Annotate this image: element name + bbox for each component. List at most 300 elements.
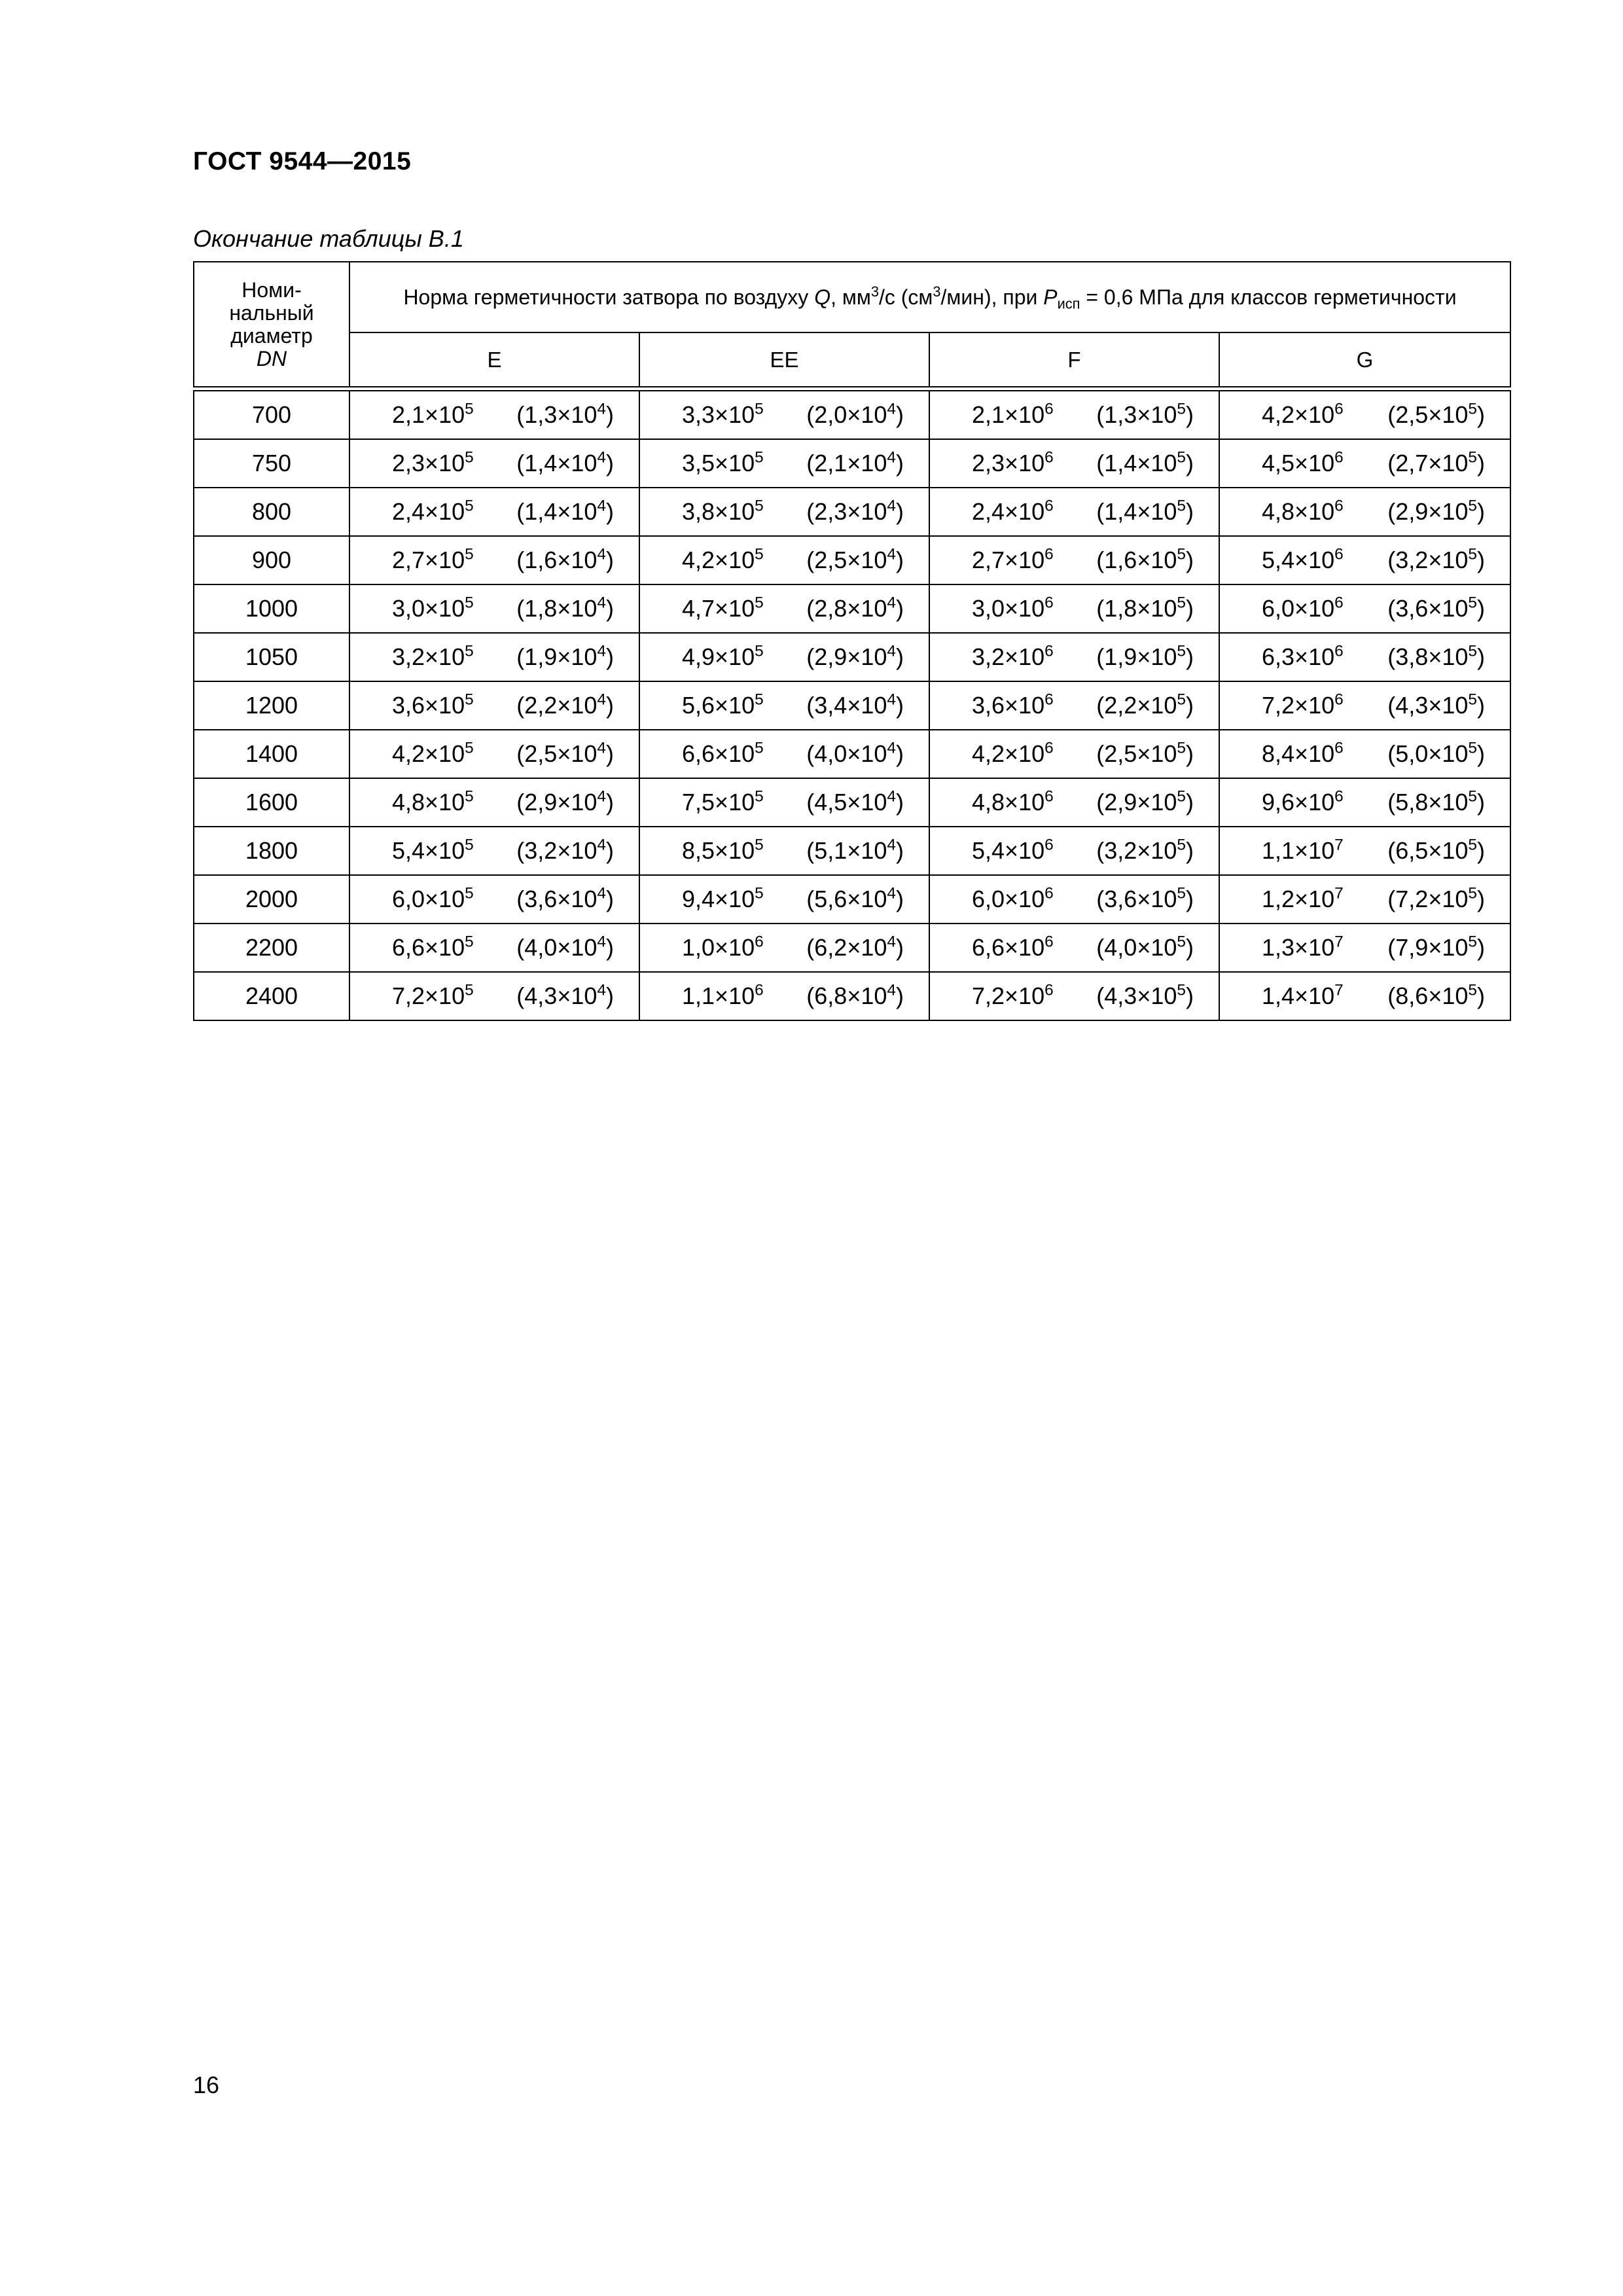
- value-cell: [1219, 681, 1510, 730]
- value-cell: [1219, 488, 1510, 536]
- value-alt-exponent: 4: [597, 545, 606, 564]
- value-alt-exponent: 4: [887, 933, 896, 951]
- value-alt: $(3,2\times 10^4)$: [516, 836, 614, 864]
- value-cell: [349, 488, 639, 536]
- value-alt: $(2,1\times 10^4)$: [806, 448, 904, 476]
- value-alt: $(2,5\times 10^4)$: [806, 545, 904, 573]
- value-pair: [1220, 643, 1510, 671]
- value-alt-exponent: 5: [1177, 400, 1186, 418]
- value-alt: $(4,0\times 10^4)$: [806, 739, 904, 767]
- value-cell: [1219, 536, 1510, 584]
- value-primary-exponent: 5: [465, 497, 474, 515]
- value-alt-exponent: 4: [597, 497, 606, 515]
- value-cell: [929, 681, 1219, 730]
- value-pair: [350, 692, 639, 719]
- value-pair: [1220, 740, 1510, 768]
- value-cell: [639, 584, 929, 633]
- value-pair: [350, 837, 639, 865]
- value-alt-mantissa: (2,8×10: [806, 595, 887, 622]
- value-pair: [640, 837, 929, 865]
- value-pair: [1220, 498, 1510, 526]
- value-cell: [1219, 633, 1510, 681]
- value-cell: [929, 584, 1219, 633]
- table-row: [194, 681, 1510, 730]
- value-primary-mantissa: 3,3×10: [682, 401, 755, 428]
- leakage-norm-header: [349, 262, 1510, 332]
- value-primary: [972, 837, 1054, 865]
- value-cell: [1219, 391, 1510, 439]
- value-alt-mantissa: (2,0×10: [806, 401, 887, 428]
- value-primary-mantissa: 6,6×10: [682, 740, 755, 767]
- value-primary-exponent: 7: [1334, 981, 1344, 999]
- value-primary-exponent: 6: [1044, 545, 1054, 564]
- value-alt: $(1,6\times 10^5)$: [1096, 545, 1194, 573]
- value-pair: [640, 643, 929, 671]
- main-header-sup1: 3: [870, 283, 879, 300]
- value-alt-mantissa: (2,5×10: [1096, 740, 1177, 767]
- value-cell: [349, 827, 639, 875]
- value-alt: $(1,9\times 10^5)$: [1096, 642, 1194, 670]
- value-cell: [349, 730, 639, 778]
- value-alt-exponent: 4: [887, 884, 896, 903]
- value-primary: [682, 789, 764, 816]
- value-pair: [1220, 934, 1510, 961]
- value-alt: $(7,2\times 10^5)$: [1387, 884, 1485, 912]
- value-cell: [1219, 730, 1510, 778]
- value-alt-mantissa: (5,6×10: [806, 886, 887, 912]
- value-cell: [349, 584, 639, 633]
- value-primary-exponent: 6: [1044, 400, 1054, 418]
- value-primary-mantissa: 4,8×10: [972, 789, 1045, 816]
- leakage-rate-table: [193, 261, 1511, 1021]
- value-pair: [930, 789, 1219, 816]
- value-primary-exponent: 6: [1044, 739, 1054, 757]
- value-primary-mantissa: 9,4×10: [682, 886, 755, 912]
- value-pair: [930, 450, 1219, 477]
- value-alt-exponent: 5: [1177, 981, 1186, 999]
- value-alt: $(2,5\times 10^5)$: [1387, 400, 1485, 428]
- value-alt-exponent: 4: [597, 981, 606, 999]
- value-alt-exponent: 5: [1468, 448, 1477, 467]
- value-primary-exponent: 7: [1334, 884, 1344, 903]
- value-alt: $(6,5\times 10^5)$: [1387, 836, 1485, 864]
- value-alt: $(2,8\times 10^4)$: [806, 594, 904, 622]
- value-alt: $(4,3\times 10^5)$: [1096, 981, 1194, 1009]
- value-primary: [392, 982, 474, 1010]
- value-primary-mantissa: 6,0×10: [392, 886, 465, 912]
- value-pair: [930, 837, 1219, 865]
- value-alt: $(2,7\times 10^5)$: [1387, 448, 1485, 476]
- value-alt-mantissa: (2,3×10: [806, 498, 887, 525]
- value-primary-mantissa: 7,5×10: [682, 789, 755, 816]
- value-pair: [640, 595, 929, 622]
- value-alt: $(1,4\times 10^5)$: [1096, 448, 1194, 476]
- value-pair: [350, 789, 639, 816]
- value-primary-mantissa: 6,0×10: [972, 886, 1045, 912]
- value-primary-exponent: 6: [1044, 836, 1054, 854]
- value-alt-exponent: 5: [1177, 642, 1186, 660]
- value-primary-mantissa: 1,4×10: [1262, 982, 1335, 1009]
- value-cell: [1219, 875, 1510, 924]
- value-alt: $(1,8\times 10^5)$: [1096, 594, 1194, 622]
- dn-cell: 1000: [194, 584, 349, 633]
- value-pair: [640, 886, 929, 913]
- value-primary: [392, 837, 474, 865]
- value-primary-exponent: 6: [755, 933, 764, 951]
- value-alt-exponent: 4: [597, 400, 606, 418]
- value-alt: $(7,9\times 10^5)$: [1387, 933, 1485, 961]
- value-primary-mantissa: 4,8×10: [392, 789, 465, 816]
- value-alt-mantissa: (4,3×10: [516, 982, 597, 1009]
- value-alt-exponent: 5: [1468, 933, 1477, 951]
- value-alt: $(5,1\times 10^4)$: [806, 836, 904, 864]
- value-alt: $(1,3\times 10^5)$: [1096, 400, 1194, 428]
- value-primary-mantissa: 5,4×10: [392, 837, 465, 864]
- value-alt-mantissa: (3,6×10: [1096, 886, 1177, 912]
- value-primary-mantissa: 5,4×10: [1262, 547, 1335, 573]
- dn-cell: 800: [194, 488, 349, 536]
- value-cell: [349, 924, 639, 972]
- value-primary-mantissa: 2,4×10: [972, 498, 1045, 525]
- value-primary-exponent: 5: [465, 642, 474, 660]
- value-primary: [1262, 886, 1344, 913]
- value-primary-mantissa: 2,7×10: [972, 547, 1045, 573]
- value-primary-mantissa: 1,3×10: [1262, 934, 1335, 961]
- value-primary-mantissa: 6,6×10: [972, 934, 1045, 961]
- value-primary-mantissa: 8,5×10: [682, 837, 755, 864]
- value-alt-exponent: 4: [597, 691, 606, 709]
- value-alt: $(8,6\times 10^5)$: [1387, 981, 1485, 1009]
- main-header-part5: = 0,6 МПа для классов герметичности: [1080, 285, 1457, 309]
- value-primary-exponent: 6: [1334, 787, 1344, 806]
- value-cell: [1219, 439, 1510, 488]
- value-alt-exponent: 5: [1468, 836, 1477, 854]
- value-pair: [1220, 401, 1510, 429]
- value-pair: [640, 982, 929, 1010]
- value-primary: [682, 450, 764, 477]
- dn-header-line2: нальный: [229, 300, 314, 325]
- value-primary-exponent: 5: [465, 594, 474, 612]
- value-primary-mantissa: 2,3×10: [972, 450, 1045, 476]
- dn-cell: 1050: [194, 633, 349, 681]
- value-cell: [929, 875, 1219, 924]
- value-primary-mantissa: 5,4×10: [972, 837, 1045, 864]
- value-alt-exponent: 5: [1177, 836, 1186, 854]
- value-alt-mantissa: (4,3×10: [1387, 692, 1469, 719]
- value-pair: [1220, 692, 1510, 719]
- table-row: [194, 730, 1510, 778]
- document-header: ГОСТ 9544—2015: [193, 147, 412, 175]
- value-pair: [640, 401, 929, 429]
- value-alt-mantissa: (5,8×10: [1387, 789, 1469, 816]
- value-alt-mantissa: (1,4×10: [516, 498, 597, 525]
- dn-cell: 2400: [194, 972, 349, 1020]
- value-primary-exponent: 6: [1044, 884, 1054, 903]
- value-primary: [392, 547, 474, 574]
- value-cell: [639, 778, 929, 827]
- value-pair: [640, 692, 929, 719]
- value-alt-mantissa: (4,0×10: [516, 934, 597, 961]
- value-pair: [350, 595, 639, 622]
- value-primary: [1262, 643, 1344, 671]
- value-pair: [1220, 982, 1510, 1010]
- value-primary: [392, 692, 474, 719]
- value-alt: $(6,2\times 10^4)$: [806, 933, 904, 961]
- value-alt-exponent: 4: [597, 642, 606, 660]
- value-alt-mantissa: (2,5×10: [516, 740, 597, 767]
- value-alt-mantissa: (2,2×10: [516, 692, 597, 719]
- value-primary-exponent: 7: [1334, 933, 1344, 951]
- value-alt-mantissa: (8,6×10: [1387, 982, 1469, 1009]
- value-cell: [1219, 584, 1510, 633]
- main-header-part1: Норма герметичности затвора по воздуху: [403, 285, 815, 309]
- value-alt-mantissa: (5,1×10: [806, 837, 887, 864]
- value-alt-exponent: 5: [1177, 739, 1186, 757]
- value-cell: [929, 972, 1219, 1020]
- value-primary-mantissa: 4,2×10: [1262, 401, 1335, 428]
- value-primary-mantissa: 1,2×10: [1262, 886, 1335, 912]
- value-pair: [930, 547, 1219, 574]
- main-header-part3: /с (см: [878, 285, 933, 309]
- value-primary-exponent: 5: [465, 933, 474, 951]
- table-row: [194, 488, 1510, 536]
- value-primary: [1262, 595, 1344, 622]
- value-alt: $(2,9\times 10^5)$: [1096, 787, 1194, 816]
- p-symbol: P: [1043, 285, 1058, 309]
- value-pair: [350, 498, 639, 526]
- value-primary: [1262, 934, 1344, 961]
- value-primary: [1262, 837, 1344, 865]
- value-primary: [682, 886, 764, 913]
- value-primary-mantissa: 3,0×10: [392, 595, 465, 622]
- value-cell: [639, 924, 929, 972]
- table-row: [194, 778, 1510, 827]
- value-pair: [350, 740, 639, 768]
- value-alt-exponent: 5: [1468, 400, 1477, 418]
- value-alt-mantissa: (1,8×10: [1096, 595, 1177, 622]
- value-primary-mantissa: 4,5×10: [1262, 450, 1335, 476]
- value-alt-exponent: 4: [887, 981, 896, 999]
- value-alt-mantissa: (1,3×10: [1096, 401, 1177, 428]
- value-primary: [392, 595, 474, 622]
- value-primary-exponent: 5: [755, 400, 764, 418]
- value-alt: $(3,6\times 10^5)$: [1096, 884, 1194, 912]
- value-primary-mantissa: 4,7×10: [682, 595, 755, 622]
- value-primary-exponent: 6: [1334, 739, 1344, 757]
- value-primary-mantissa: 4,2×10: [682, 547, 755, 573]
- value-primary-exponent: 6: [1334, 691, 1344, 709]
- value-alt: $(1,4\times 10^5)$: [1096, 497, 1194, 525]
- value-alt: $(1,4\times 10^4)$: [516, 448, 614, 476]
- table-row: [194, 391, 1510, 439]
- dn-cell: 2000: [194, 875, 349, 924]
- class-header-f: F: [929, 332, 1219, 387]
- value-primary: [972, 692, 1054, 719]
- value-primary: [972, 934, 1054, 961]
- value-cell: [639, 681, 929, 730]
- value-pair: [1220, 547, 1510, 574]
- value-primary-exponent: 6: [755, 981, 764, 999]
- value-primary: [392, 886, 474, 913]
- value-alt-exponent: 4: [597, 739, 606, 757]
- value-alt: $(3,6\times 10^4)$: [516, 884, 614, 912]
- value-pair: [1220, 595, 1510, 622]
- value-alt-mantissa: (3,2×10: [516, 837, 597, 864]
- value-alt-exponent: 4: [597, 448, 606, 467]
- value-primary-mantissa: 2,3×10: [392, 450, 465, 476]
- value-primary-exponent: 5: [755, 497, 764, 515]
- class-header-ee: EE: [639, 332, 929, 387]
- table-row: [194, 972, 1510, 1020]
- value-alt-mantissa: (6,5×10: [1387, 837, 1469, 864]
- value-primary-exponent: 6: [1044, 642, 1054, 660]
- value-pair: [350, 886, 639, 913]
- value-cell: [639, 633, 929, 681]
- value-alt: $(3,8\times 10^5)$: [1387, 642, 1485, 670]
- value-alt: $(1,4\times 10^4)$: [516, 497, 614, 525]
- value-alt: $(5,8\times 10^5)$: [1387, 787, 1485, 816]
- value-alt-exponent: 4: [887, 448, 896, 467]
- dn-header-symbol: DN: [256, 346, 287, 370]
- table-row: [194, 584, 1510, 633]
- value-alt-exponent: 5: [1468, 497, 1477, 515]
- value-alt: $(5,0\times 10^5)$: [1387, 739, 1485, 767]
- value-primary-mantissa: 8,4×10: [1262, 740, 1335, 767]
- value-primary-exponent: 5: [755, 642, 764, 660]
- value-alt-exponent: 4: [887, 836, 896, 854]
- value-primary-mantissa: 3,2×10: [392, 643, 465, 670]
- value-primary-exponent: 5: [755, 691, 764, 709]
- value-alt-mantissa: (3,2×10: [1096, 837, 1177, 864]
- value-alt-exponent: 5: [1177, 787, 1186, 806]
- q-symbol: Q: [814, 285, 831, 309]
- value-alt: $(5,6\times 10^4)$: [806, 884, 904, 912]
- value-alt-exponent: 5: [1177, 594, 1186, 612]
- value-primary: [1262, 450, 1344, 477]
- value-primary-exponent: 5: [465, 400, 474, 418]
- value-cell: [349, 778, 639, 827]
- value-primary-mantissa: 5,6×10: [682, 692, 755, 719]
- value-primary: [972, 401, 1054, 429]
- value-alt: $(2,3\times 10^4)$: [806, 497, 904, 525]
- value-alt: $(4,3\times 10^4)$: [516, 981, 614, 1009]
- value-alt-exponent: 5: [1468, 884, 1477, 903]
- value-alt-exponent: 4: [887, 691, 896, 709]
- value-primary-exponent: 6: [1334, 594, 1344, 612]
- value-primary-exponent: 6: [1334, 400, 1344, 418]
- value-alt: $(6,8\times 10^4)$: [806, 981, 904, 1009]
- class-header-g: G: [1219, 332, 1510, 387]
- value-primary: [392, 789, 474, 816]
- value-alt-mantissa: (2,9×10: [1096, 789, 1177, 816]
- value-primary-mantissa: 1,1×10: [1262, 837, 1335, 864]
- value-primary-exponent: 5: [465, 691, 474, 709]
- table-body: [194, 387, 1510, 1020]
- value-pair: [930, 982, 1219, 1010]
- value-alt: $(3,2\times 10^5)$: [1387, 545, 1485, 573]
- value-primary: [972, 498, 1054, 526]
- value-pair: [350, 401, 639, 429]
- value-primary-mantissa: 9,6×10: [1262, 789, 1335, 816]
- value-primary-mantissa: 3,0×10: [972, 595, 1045, 622]
- value-alt-mantissa: (1,6×10: [516, 547, 597, 573]
- value-cell: [639, 827, 929, 875]
- value-alt-mantissa: (2,9×10: [516, 789, 597, 816]
- value-alt-mantissa: (3,6×10: [1387, 595, 1469, 622]
- value-primary-mantissa: 7,2×10: [1262, 692, 1335, 719]
- value-cell: [349, 681, 639, 730]
- value-alt: $(3,4\times 10^4)$: [806, 691, 904, 719]
- value-alt-mantissa: (1,4×10: [516, 450, 597, 476]
- value-alt: $(2,9\times 10^5)$: [1387, 497, 1485, 525]
- value-alt: $(4,0\times 10^5)$: [1096, 933, 1194, 961]
- value-primary: [1262, 498, 1344, 526]
- value-alt-mantissa: (4,0×10: [806, 740, 887, 767]
- value-primary-exponent: 5: [755, 594, 764, 612]
- value-pair: [640, 498, 929, 526]
- value-pair: [930, 740, 1219, 768]
- value-cell: [929, 536, 1219, 584]
- value-alt-mantissa: (5,0×10: [1387, 740, 1469, 767]
- value-primary: [1262, 789, 1344, 816]
- table-row: [194, 439, 1510, 488]
- value-alt: $(1,8\times 10^4)$: [516, 594, 614, 622]
- value-cell: [349, 875, 639, 924]
- value-primary-mantissa: 4,8×10: [1262, 498, 1335, 525]
- value-primary: [682, 982, 764, 1010]
- dn-cell: 700: [194, 391, 349, 439]
- value-pair: [350, 547, 639, 574]
- table-header: [194, 262, 1510, 387]
- value-pair: [930, 595, 1219, 622]
- value-alt: $(2,2\times 10^4)$: [516, 691, 614, 719]
- value-alt-mantissa: (6,2×10: [806, 934, 887, 961]
- dn-cell: 2200: [194, 924, 349, 972]
- value-pair: [1220, 789, 1510, 816]
- value-pair: [350, 450, 639, 477]
- value-cell: [1219, 924, 1510, 972]
- value-alt-mantissa: (2,5×10: [1387, 401, 1469, 428]
- value-primary: [682, 740, 764, 768]
- value-alt-exponent: 4: [887, 739, 896, 757]
- value-cell: [639, 536, 929, 584]
- value-alt: $(2,2\times 10^5)$: [1096, 691, 1194, 719]
- value-primary-mantissa: 1,0×10: [682, 934, 755, 961]
- value-alt-mantissa: (1,4×10: [1096, 498, 1177, 525]
- value-alt-mantissa: (2,2×10: [1096, 692, 1177, 719]
- value-alt-exponent: 5: [1177, 545, 1186, 564]
- value-primary-mantissa: 2,1×10: [972, 401, 1045, 428]
- value-alt-mantissa: (3,6×10: [516, 886, 597, 912]
- value-pair: [930, 498, 1219, 526]
- value-primary-exponent: 5: [465, 787, 474, 806]
- value-cell: [349, 972, 639, 1020]
- value-alt-exponent: 5: [1468, 981, 1477, 999]
- value-alt-exponent: 4: [597, 836, 606, 854]
- value-alt-mantissa: (2,7×10: [1387, 450, 1469, 476]
- value-primary-exponent: 5: [755, 836, 764, 854]
- value-alt-mantissa: (4,5×10: [806, 789, 887, 816]
- value-primary-mantissa: 2,4×10: [392, 498, 465, 525]
- value-pair: [930, 934, 1219, 961]
- value-alt-exponent: 4: [597, 594, 606, 612]
- value-cell: [349, 439, 639, 488]
- value-primary: [682, 692, 764, 719]
- value-primary-mantissa: 4,2×10: [972, 740, 1045, 767]
- value-alt: $(2,9\times 10^4)$: [806, 642, 904, 670]
- value-alt-exponent: 4: [887, 642, 896, 660]
- value-pair: [350, 982, 639, 1010]
